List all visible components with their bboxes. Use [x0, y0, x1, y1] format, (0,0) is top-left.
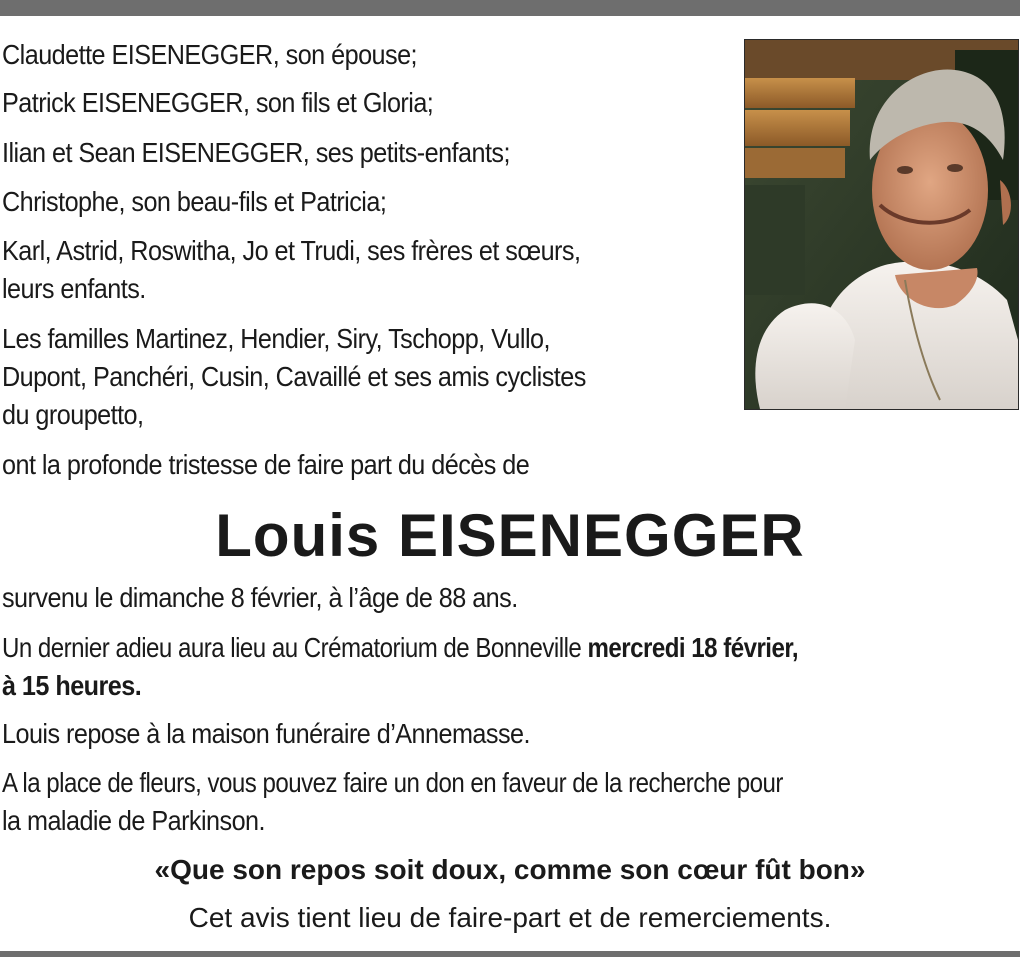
bottom-rule [0, 951, 1020, 957]
death-details: survenu le dimanche 8 février, à l’âge de 88 ans. [2, 582, 518, 613]
mourner-line: Christophe, son beau-fils et Patricia; [2, 186, 387, 217]
ceremony-time: à 15 heures. [2, 670, 142, 701]
closing-line: Cet avis tient lieu de faire-part et de remerciements. [188, 902, 832, 933]
mourner-line: leurs enfants. [2, 273, 146, 304]
ceremony-line [2, 629, 798, 667]
donation-line: A la place de fleurs, vous pouvez faire un don en faveur de la recherche pour [2, 767, 783, 798]
ceremony-time-line [2, 667, 141, 705]
mourner-line: Patrick EISENEGGER, son fils et Gloria; [2, 87, 434, 118]
mourner-line: Karl, Astrid, Roswitha, Jo et Trudi, ses frères et sœurs, [2, 235, 581, 266]
portrait-photo [744, 39, 1019, 410]
top-rule [0, 0, 1020, 16]
memorial-quote: «Que son repos soit doux, comme son cœur fût bon» [154, 854, 866, 885]
deceased-name: Louis EISENEGGER [215, 502, 805, 569]
rest-location: Louis repose à la maison funéraire d’Annemasse. [2, 718, 530, 749]
donation-line: la maladie de Parkinson. [2, 805, 266, 836]
mourner-line: du groupetto, [2, 399, 144, 430]
mourner-line: Claudette EISENEGGER, son épouse; [2, 39, 418, 70]
mourner-line: Les familles Martinez, Hendier, Siry, Tschopp, Vullo, [2, 323, 550, 354]
ceremony-date: mercredi 18 février, [587, 632, 799, 663]
mourner-line: Ilian et Sean EISENEGGER, ses petits-enfants; [2, 137, 510, 168]
mourner-line: Dupont, Panchéri, Cusin, Cavaillé et ses amis cyclistes [2, 361, 586, 392]
announcement-line: ont la profonde tristesse de faire part du décès de [2, 449, 530, 480]
ceremony-text: Un dernier adieu aura lieu au Crématorium de Bonneville [2, 632, 588, 663]
